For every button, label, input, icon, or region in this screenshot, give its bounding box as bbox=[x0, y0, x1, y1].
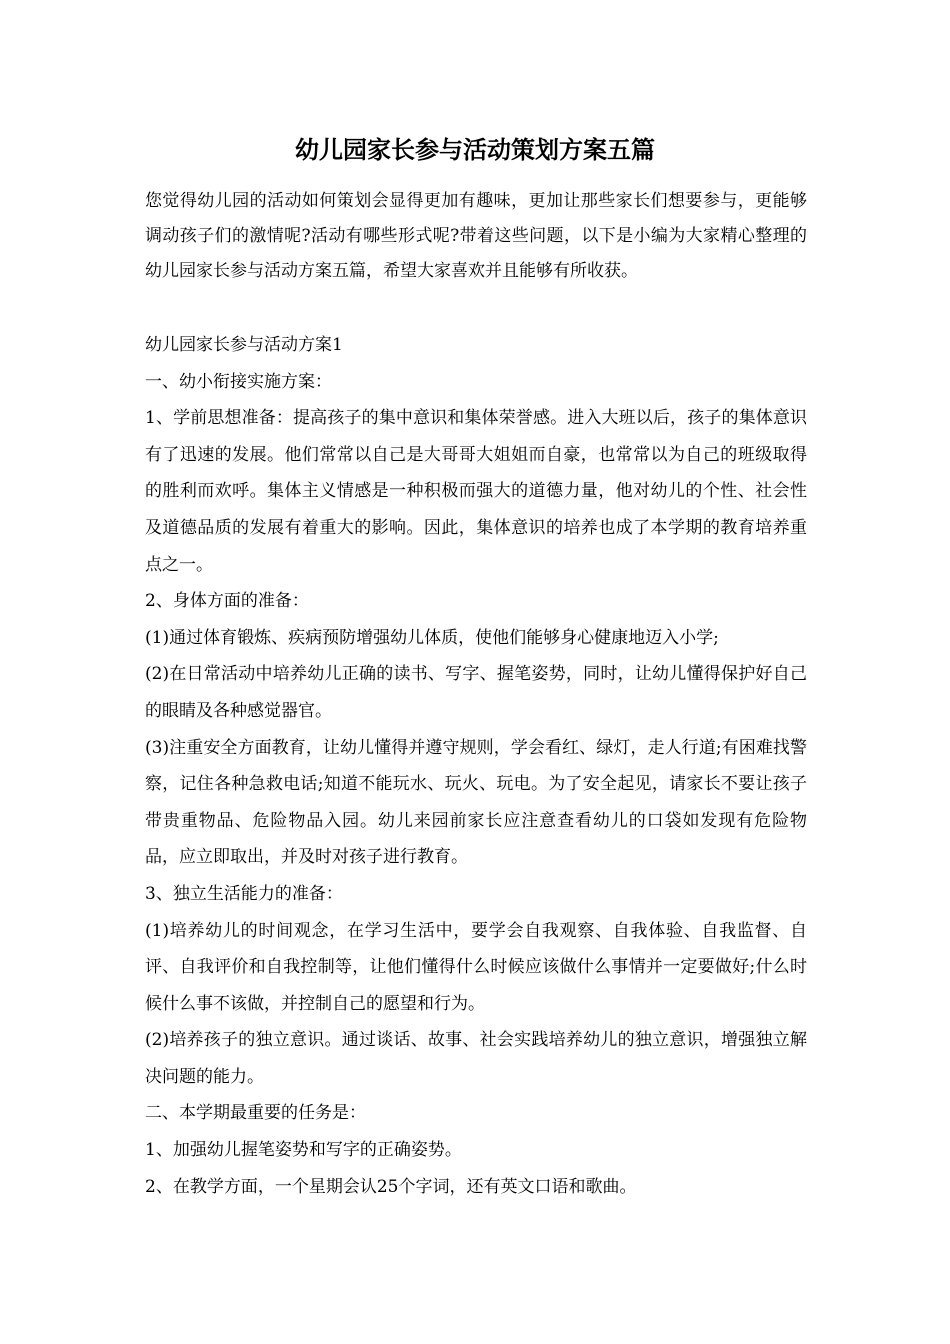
section-heading-plan-1: 幼儿园家长参与活动方案1 bbox=[145, 335, 343, 355]
intro-paragraph: 您觉得幼儿园的活动如何策划会显得更加有趣味，更加让那些家长们想要参与，更能够调动孩子们的激情呢?活动有哪些形式呢?带着这些问题，以下是小编为大家精心整理的幼儿园家长参与活动方案五篇，希望大家喜欢并且能够有所收获。 bbox=[145, 191, 807, 281]
paragraph-task-1: 1、加强幼儿握笔姿势和写字的正确姿势。 bbox=[145, 1140, 462, 1161]
document-body bbox=[145, 327, 807, 1205]
paragraph-physical-1: (1)通过体育锻炼、疾病预防增强幼儿体质，使他们能够身心健康地迈入小学; bbox=[145, 627, 719, 648]
heading-semester-tasks: 二、本学期最重要的任务是： bbox=[145, 1103, 366, 1124]
paragraph-independence-1: (1)培养幼儿的时间观念，在学习生活中，要学会自我观察、自我体验、自我监督、自评、自我评价和自我控制等，让他们懂得什么时候应该做什么事情并一定要做好;什么时候什么事不该做，并控制自己的愿望和行为。 bbox=[145, 920, 807, 1014]
heading-physical-preparation: 2、身体方面的准备： bbox=[145, 591, 309, 612]
paragraph-independence-2: (2)培养孩子的独立意识。通过谈话、故事、社会实践培养幼儿的独立意识，增强独立解决问题的能力。 bbox=[145, 1030, 807, 1087]
paragraph-task-2: 2、在教学方面，一个星期会认25个字词，还有英文口语和歌曲。 bbox=[145, 1176, 637, 1197]
paragraph-mental-preparation: 1、学前思想准备：提高孩子的集中意识和集体荣誉感。进入大班以后，孩子的集体意识有了迅速的发展。他们常常以自己是大哥哥大姐姐而自豪，也常常以为自己的班级取得的胜利而欢呼。集体主义情感是一种积极而强大的道德力量，他对幼儿的个性、社会性及道德品质的发展有着重大的影响。因此，集体意识的培养也成了本学期的教育培养重点之一。 bbox=[145, 408, 807, 575]
heading-transition-plan: 一、幼小衔接实施方案： bbox=[145, 371, 332, 392]
document-title: 幼儿园家长参与活动策划方案五篇 bbox=[295, 135, 655, 164]
paragraph-physical-2: (2)在日常活动中培养幼儿正确的读书、写字、握笔姿势，同时，让幼儿懂得保护好自己的眼睛及各种感觉器官。 bbox=[145, 664, 807, 721]
paragraph-physical-3: (3)注重安全方面教育，让幼儿懂得并遵守规则，学会看红、绿灯，走人行道;有困难找警察，记住各种急救电话;知道不能玩水、玩火、玩电。为了安全起见，请家长不要让孩子带贵重物品、危险物品入园。幼儿来园前家长应注意查看幼儿的口袋如发现有危险物品，应立即取出，并及时对孩子进行教育。 bbox=[145, 737, 807, 868]
heading-independence-preparation: 3、独立生活能力的准备： bbox=[145, 883, 343, 904]
